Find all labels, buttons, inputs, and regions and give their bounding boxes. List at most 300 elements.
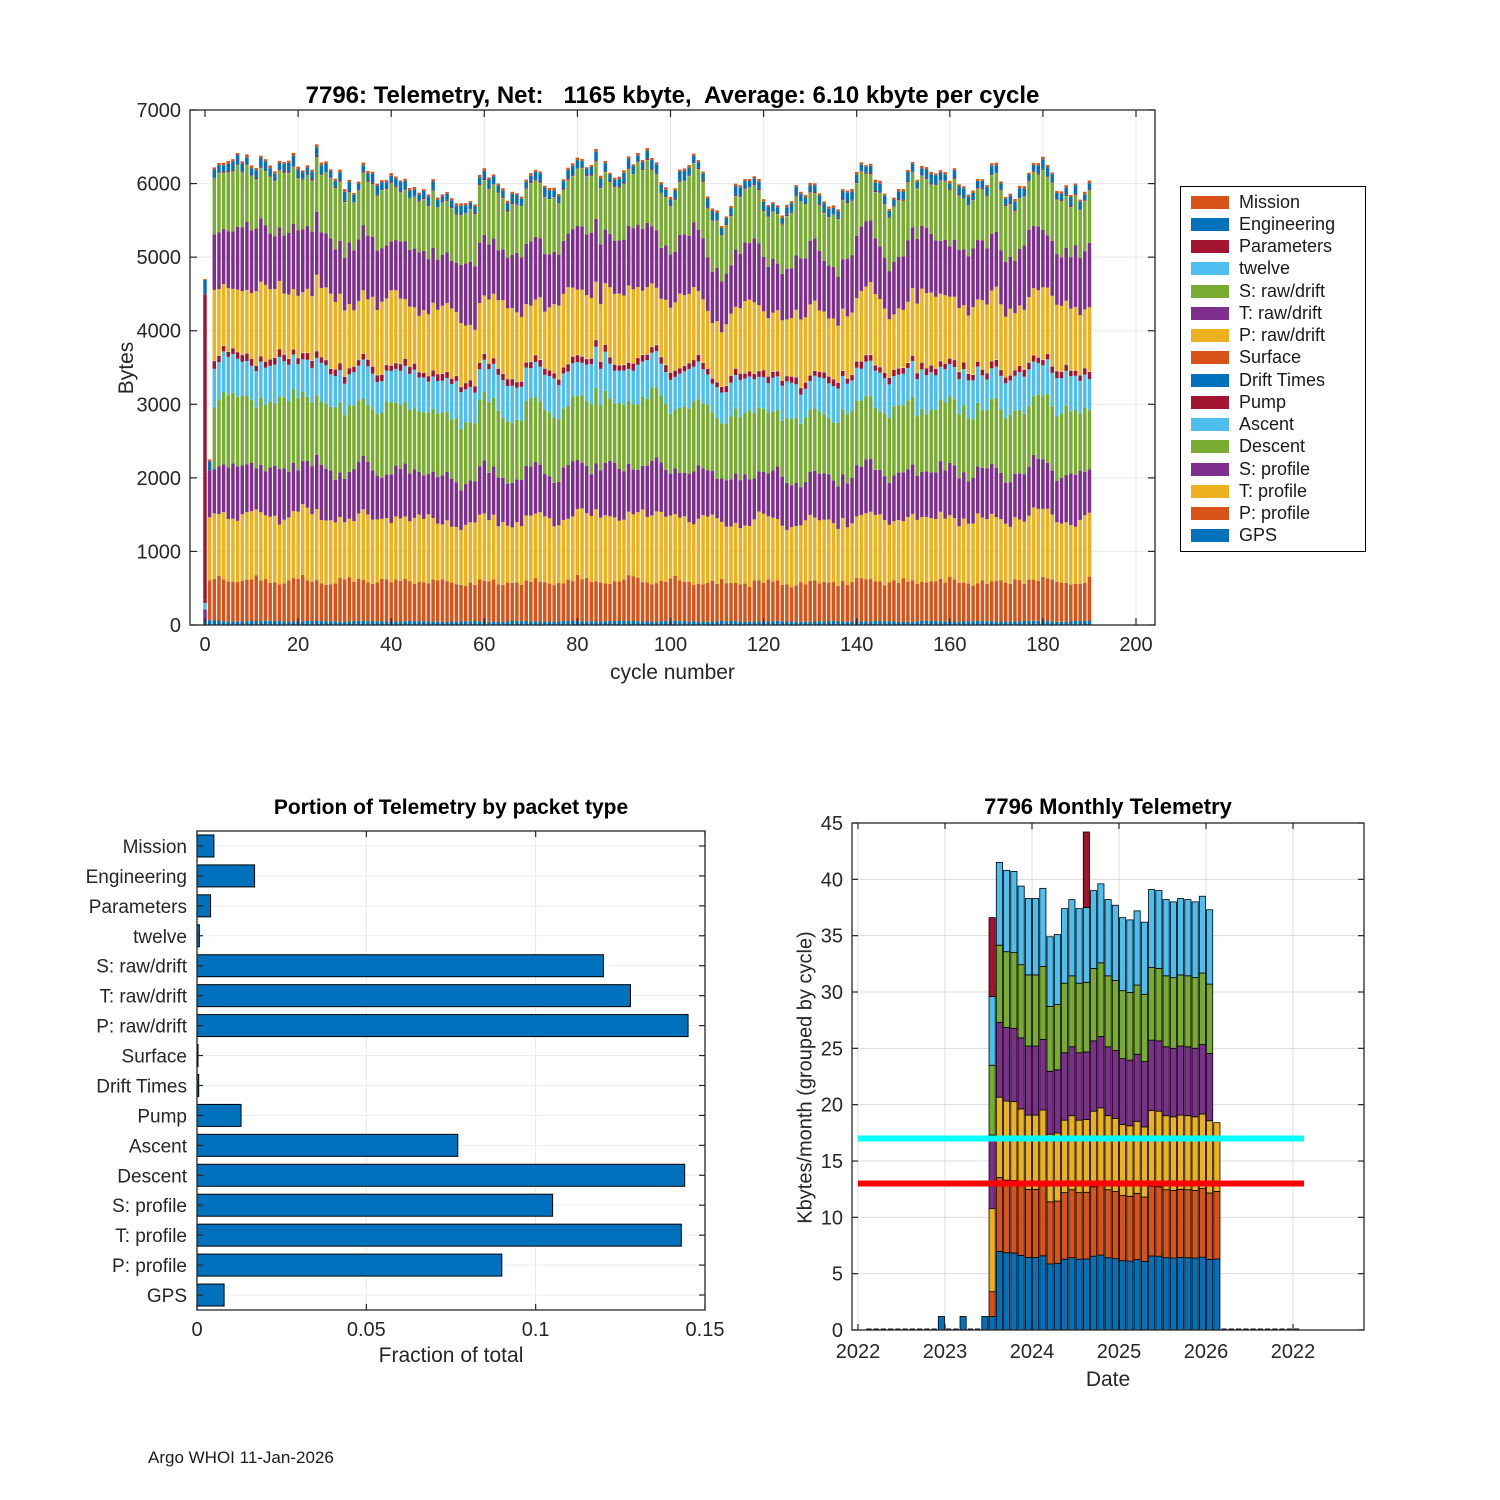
cycle-bar-segment <box>636 161 640 162</box>
legend-swatch <box>1191 196 1229 209</box>
cycle-bar-segment <box>794 197 798 256</box>
cycle-bar-segment <box>231 354 235 393</box>
cycle-bar-segment <box>1069 257 1073 309</box>
cycle-bar-segment <box>860 164 864 171</box>
monthly-bar-segment <box>1091 891 1097 969</box>
cycle-bar-segment <box>431 179 435 181</box>
cycle-bar-segment <box>962 472 966 518</box>
fraction-bar <box>197 1224 681 1246</box>
cycle-bar-segment <box>529 398 533 466</box>
cycle-bar-segment <box>310 170 314 172</box>
cycle-bar-segment <box>729 526 733 582</box>
monthly-bar-segment <box>1062 1259 1068 1330</box>
cycle-bar-segment <box>213 179 217 234</box>
cycle-bar-segment <box>734 409 738 474</box>
cycle-bar-segment <box>497 478 501 527</box>
cycle-bar-segment <box>957 184 961 186</box>
cycle-bar-segment <box>1041 230 1045 288</box>
cycle-bar-segment <box>320 363 324 401</box>
cycle-bar-segment <box>632 289 636 363</box>
monthly-bar-segment <box>1105 976 1111 1047</box>
cycle-bar-segment <box>687 175 691 176</box>
cycle-bar-segment <box>217 173 221 232</box>
cycle-bar-segment <box>273 466 277 516</box>
monthly-bar-segment <box>1120 1059 1126 1125</box>
cycle-bar-segment <box>1037 163 1041 165</box>
cycle-bar-segment <box>850 189 854 191</box>
cycle-bar-segment <box>753 379 757 413</box>
cycle-bar-segment <box>487 520 491 582</box>
cycle-bar-segment <box>245 154 249 157</box>
cycle-bar-segment <box>459 585 463 621</box>
cycle-bar-segment <box>767 207 771 216</box>
cycle-bar-segment <box>306 360 310 397</box>
cycle-bar-segment <box>850 201 854 255</box>
cycle-bar-segment <box>860 171 864 172</box>
cycle-bar-segment <box>562 188 566 189</box>
cycle-bar-segment <box>571 516 575 581</box>
cycle-bar-segment <box>692 401 696 471</box>
cycle-bar-segment <box>981 410 985 467</box>
cycle-bar-segment <box>366 366 370 405</box>
cycle-bar-segment <box>827 519 831 582</box>
cycle-bar-segment <box>799 487 803 525</box>
cycle-bar-segment <box>1050 182 1054 183</box>
cycle-bar-segment <box>399 242 403 299</box>
cycle-bar-segment <box>808 193 812 241</box>
cycle-bar-segment <box>231 289 235 348</box>
cycle-bar-segment <box>911 164 915 172</box>
cycle-bar-segment <box>389 402 393 474</box>
cycle-bar-segment <box>301 170 305 172</box>
cycle-bar-segment <box>268 165 272 168</box>
cycle-bar-segment <box>403 366 407 403</box>
cycle-bar-segment <box>925 178 929 179</box>
cycle-bar-segment <box>757 377 761 408</box>
cycle-bar-segment <box>399 193 403 242</box>
cycle-bar-segment <box>1041 459 1045 509</box>
cycle-bar-segment <box>213 178 217 179</box>
cycle-bar-segment <box>1078 200 1082 202</box>
cycle-bar-segment <box>557 194 561 196</box>
cycle-bar-segment <box>310 361 314 368</box>
cycle-bar-segment <box>375 375 379 382</box>
category-label: S: profile <box>112 1196 187 1218</box>
cycle-bar-segment <box>357 400 361 462</box>
bytes-axis-label: Bytes <box>115 341 138 395</box>
cycle-bar-segment <box>1013 411 1017 474</box>
cycle-bar-segment <box>943 182 947 240</box>
cycle-bar-segment <box>375 476 379 520</box>
cycle-bar-segment <box>888 384 892 418</box>
cycle-bar-segment <box>543 516 547 582</box>
cycle-bar-segment <box>222 284 226 346</box>
legend-label: Pump <box>1239 391 1287 412</box>
cycle-bar-segment <box>1069 473 1073 525</box>
cycle-bar-segment <box>1074 410 1078 475</box>
cycle-bar-segment <box>236 521 240 582</box>
cycle-bar-segment <box>417 316 421 372</box>
cycle-bar-segment <box>450 208 454 260</box>
monthly-bar-segment <box>1033 1189 1039 1257</box>
cycle-bar-segment <box>878 582 882 621</box>
cycle-bar-segment <box>362 580 366 621</box>
tick-label: 7000 <box>136 100 181 122</box>
cycle-bar-segment <box>231 464 235 519</box>
cycle-bar-segment <box>604 161 608 163</box>
cycle-bar-segment <box>888 218 892 271</box>
cycle-bar-segment <box>1027 406 1031 467</box>
cycle-bar-segment <box>678 181 682 182</box>
cycle-bar-segment <box>231 393 235 464</box>
cycle-bar-segment <box>613 581 617 621</box>
cycle-bar-segment <box>832 214 836 215</box>
cycle-bar-segment <box>1009 196 1013 203</box>
monthly-bar-segment <box>1134 911 1140 985</box>
cycle-bar-segment <box>296 296 300 358</box>
cycle-bar-segment <box>268 177 272 233</box>
monthly-bar-segment <box>1185 976 1191 1047</box>
cycle-bar-segment <box>687 168 691 176</box>
cycle-bar-segment <box>282 172 286 173</box>
cycle-bar-segment <box>436 381 440 413</box>
cycle-bar-segment <box>594 340 598 347</box>
cycle-bar-segment <box>487 189 491 190</box>
monthly-bar-segment <box>960 1316 966 1330</box>
cycle-bar-segment <box>767 216 771 217</box>
cycle-bar-segment <box>227 357 231 395</box>
cycle-bar-segment <box>864 287 868 355</box>
cycle-bar-segment <box>813 408 817 470</box>
cycle-bar-segment <box>683 180 687 181</box>
monthly-bar-segment <box>1192 1190 1198 1258</box>
cycle-bar-segment <box>287 365 291 401</box>
cycle-bar-segment <box>743 374 747 379</box>
cycle-bar-segment <box>208 580 212 620</box>
cycle-bar-segment <box>450 583 454 622</box>
cycle-bar-segment <box>757 471 761 511</box>
monthly-bar-segment <box>1025 1189 1031 1257</box>
cycle-bar-segment <box>473 205 477 207</box>
cycle-bar-segment <box>580 161 584 167</box>
monthly-bar-segment <box>1207 1193 1213 1259</box>
cycle-bar-segment <box>287 401 291 472</box>
cycle-bar-segment <box>1009 584 1013 622</box>
legend-item <box>1191 504 1365 524</box>
cycle-bar-segment <box>762 210 766 211</box>
cycle-bar-segment <box>287 472 291 518</box>
cycle-bar-segment <box>371 185 375 237</box>
cycle-bar-segment <box>436 200 440 207</box>
cycle-bar-segment <box>943 240 947 295</box>
cycle-bar-segment <box>524 401 528 466</box>
cycle-bar-segment <box>478 466 482 515</box>
monthly-bar-segment <box>1047 1202 1053 1264</box>
cycle-bar-segment <box>729 208 733 215</box>
cycle-bar-segment <box>804 197 808 203</box>
cycle-bar-segment <box>338 370 342 402</box>
cycle-bar-segment <box>734 186 738 195</box>
cycle-bar-segment <box>785 376 789 381</box>
cycle-bar-segment <box>734 307 738 369</box>
cycle-bar-segment <box>487 473 491 520</box>
cycle-bar-segment <box>487 300 491 364</box>
cycle-bar-segment <box>799 388 803 394</box>
cycle-bar-segment <box>464 389 468 422</box>
cycle-bar-segment <box>683 171 687 181</box>
cycle-bar-segment <box>515 522 519 582</box>
cycle-bar-segment <box>403 241 407 299</box>
cycle-bar-segment <box>389 182 393 183</box>
cycle-bar-segment <box>254 468 258 509</box>
cycle-bar-segment <box>985 187 989 196</box>
cycle-bar-segment <box>1078 210 1082 211</box>
cycle-bar-segment <box>967 374 971 381</box>
cycle-bar-segment <box>790 318 794 376</box>
cycle-bar-segment <box>985 519 989 584</box>
cycle-bar-segment <box>957 379 961 414</box>
cycle-bar-segment <box>264 579 268 621</box>
cycle-bar-segment <box>566 519 570 580</box>
cycle-bar-segment <box>813 471 817 518</box>
cycle-bar-segment <box>902 368 906 374</box>
cycle-bar-segment <box>422 373 426 378</box>
cycle-bar-segment <box>441 306 445 374</box>
cycle-bar-segment <box>971 200 975 201</box>
cycle-bar-segment <box>948 181 952 183</box>
tick-label: 2026 <box>1183 1341 1229 1363</box>
cycle-bar-segment <box>296 512 300 579</box>
cycle-bar-segment <box>748 371 752 376</box>
cycle-bar-segment <box>469 209 473 210</box>
cycle-bar-segment <box>706 369 710 375</box>
cycle-bar-segment <box>860 291 864 361</box>
cycle-bar-segment <box>529 582 533 621</box>
cycle-bar-segment <box>999 191 1003 251</box>
cycle-bar-segment <box>487 402 491 473</box>
cycle-bar-segment <box>902 405 906 472</box>
cycle-bar-segment <box>1046 288 1050 354</box>
category-label: Drift Times <box>96 1076 187 1098</box>
cycle-bar-segment <box>469 522 473 582</box>
cycle-bar-segment <box>827 217 831 218</box>
cycle-bar-segment <box>683 406 687 472</box>
cycle-bar-segment <box>357 579 361 621</box>
cycle-bar-segment <box>315 455 319 509</box>
cycle-bar-segment <box>832 379 836 386</box>
cycle-bar-segment <box>1064 301 1068 365</box>
cycle-bar-segment <box>506 258 510 308</box>
monthly-bar-segment <box>1076 1053 1082 1120</box>
monthly-bar-segment <box>1127 1261 1133 1330</box>
cycle-bar-segment <box>808 185 812 191</box>
cycle-bar-segment <box>911 361 915 397</box>
cycle-bar-segment <box>622 471 626 520</box>
cycle-bar-segment <box>720 423 724 478</box>
cycle-bar-segment <box>804 520 808 584</box>
cycle-bar-segment <box>473 522 477 584</box>
tick-label: 0.15 <box>685 1319 725 1341</box>
cycle-bar-segment <box>227 173 231 232</box>
monthly-bar-segment <box>1207 1259 1213 1330</box>
cycle-bar-segment <box>408 190 412 197</box>
cycle-bar-segment <box>375 382 379 414</box>
cycle-bar-segment <box>348 182 352 192</box>
cycle-bar-segment <box>217 399 221 466</box>
cycle-bar-segment <box>608 461 612 517</box>
cycle-bar-segment <box>403 179 407 181</box>
cycle-bar-segment <box>692 367 696 402</box>
cycle-bar-segment <box>538 367 542 401</box>
cycle-bar-segment <box>520 585 524 621</box>
cycle-bar-segment <box>501 249 505 300</box>
cycle-bar-segment <box>1046 509 1050 579</box>
cycle-bar-segment <box>715 220 719 221</box>
cycle-bar-segment <box>739 196 743 197</box>
cycle-bar-segment <box>403 464 407 517</box>
cycle-bar-segment <box>767 267 771 318</box>
cycle-bar-segment <box>227 231 231 288</box>
monthly-bar-segment <box>989 1065 995 1135</box>
cycle-bar-segment <box>664 470 668 517</box>
cycle-bar-segment <box>1074 527 1078 584</box>
cycle-bar-segment <box>422 310 426 372</box>
cycle-bar-segment <box>362 225 366 290</box>
cycle-bar-segment <box>538 238 542 297</box>
cycle-bar-segment <box>892 406 896 475</box>
cycle-bar-segment <box>618 294 622 366</box>
cycle-bar-segment <box>794 483 798 526</box>
cycle-bar-segment <box>524 188 528 189</box>
category-label: T: raw/drift <box>99 986 187 1008</box>
cycle-bar-segment <box>836 219 840 276</box>
category-label: GPS <box>146 1286 187 1308</box>
cycle-bar-segment <box>1032 172 1036 226</box>
monthly-bar-segment <box>1170 902 1176 978</box>
cycle-bar-segment <box>310 172 314 180</box>
cycle-bar-segment <box>850 380 854 410</box>
cycle-bar-segment <box>785 215 789 216</box>
cycle-bar-segment <box>743 525 747 583</box>
cycle-bar-segment <box>231 348 235 354</box>
cycle-bar-segment <box>1004 583 1008 622</box>
cycle-bar-segment <box>599 470 603 517</box>
cycle-bar-segment <box>450 527 454 583</box>
monthly-bar-segment <box>1163 1190 1169 1258</box>
cycle-bar-segment <box>417 515 421 582</box>
tick-label: 40 <box>820 869 843 892</box>
cycle-bar-segment <box>608 182 612 234</box>
cycle-bar-segment <box>874 182 878 191</box>
cycle-bar-segment <box>729 265 733 313</box>
cycle-bar-segment <box>864 173 868 174</box>
cycle-bar-segment <box>1060 524 1064 583</box>
cycle-bar-segment <box>1050 173 1054 175</box>
cycle-bar-segment <box>1055 199 1059 200</box>
cycle-bar-segment <box>534 397 538 462</box>
cycle-bar-segment <box>701 173 705 180</box>
cycle-bar-segment <box>976 299 980 361</box>
cycle-bar-segment <box>618 581 622 621</box>
cycle-bar-segment <box>566 168 570 170</box>
cycle-bar-segment <box>850 410 854 477</box>
cycle-bar-segment <box>222 579 226 621</box>
cycle-bar-segment <box>483 360 487 393</box>
cycle-bar-segment <box>427 207 431 260</box>
cycle-bar-segment <box>1032 362 1036 397</box>
cycle-bar-segment <box>645 151 649 159</box>
cycle-bar-segment <box>790 527 794 587</box>
cycle-bar-segment <box>720 332 724 386</box>
cycle-bar-segment <box>776 466 780 519</box>
cycle-bar-segment <box>590 167 594 175</box>
cycle-bar-segment <box>897 405 901 472</box>
cycle-bar-segment <box>1032 580 1036 621</box>
cycle-bar-segment <box>613 178 617 180</box>
cycle-bar-segment <box>497 584 501 622</box>
cycle-bar-segment <box>590 176 594 233</box>
cycle-bar-segment <box>897 375 901 405</box>
cycle-bar-segment <box>389 582 393 622</box>
monthly-bar-segment <box>1185 1258 1191 1330</box>
cycle-bar-segment <box>608 182 612 183</box>
cycle-bar-segment <box>725 392 729 424</box>
cycle-bar-segment <box>659 364 663 396</box>
cycle-bar-segment <box>236 155 240 164</box>
cycle-bar-segment <box>1088 189 1092 190</box>
cycle-bar-segment <box>943 364 947 369</box>
monthly-bar-segment <box>1192 1258 1198 1330</box>
cycle-bar-segment <box>892 580 896 621</box>
cycle-bar-segment <box>441 255 445 306</box>
legend-label: Surface <box>1239 347 1302 368</box>
cycle-bar-segment <box>217 172 221 173</box>
cycle-bar-segment <box>431 409 435 472</box>
cycle-bar-segment <box>995 517 999 581</box>
cycle-bar-segment <box>306 226 310 289</box>
cycle-bar-segment <box>380 180 384 182</box>
cycle-bar-segment <box>380 189 384 190</box>
cycle-bar-segment <box>557 385 561 419</box>
cycle-bar-segment <box>687 294 691 363</box>
cycle-bar-segment <box>683 295 687 365</box>
cycle-bar-segment <box>455 381 459 418</box>
cycle-bar-segment <box>888 418 892 483</box>
cycle-bar-segment <box>464 586 468 622</box>
cycle-bar-segment <box>697 168 701 169</box>
cycle-bar-segment <box>785 584 789 621</box>
cycle-bar-segment <box>520 199 524 206</box>
cycle-bar-segment <box>888 582 892 621</box>
cycle-bar-segment <box>841 376 845 410</box>
cycle-bar-segment <box>557 196 561 202</box>
cycle-bar-segment <box>1041 360 1045 365</box>
cycle-bar-segment <box>995 398 999 468</box>
cycle-bar-segment <box>497 193 501 250</box>
cycle-bar-segment <box>785 381 789 418</box>
cycle-bar-segment <box>268 517 272 583</box>
cycle-bar-segment <box>580 508 584 579</box>
cycle-bar-segment <box>282 235 286 293</box>
cycle-bar-segment <box>706 517 710 583</box>
cycle-bar-segment <box>385 180 389 182</box>
cycle-bar-segment <box>971 586 975 622</box>
cycle-bar-segment <box>641 509 645 582</box>
cycle-bar-segment <box>967 380 971 418</box>
cycle-bar-segment <box>385 183 389 189</box>
cycle-bar-segment <box>753 184 757 185</box>
tick-label: 0.05 <box>346 1319 386 1341</box>
